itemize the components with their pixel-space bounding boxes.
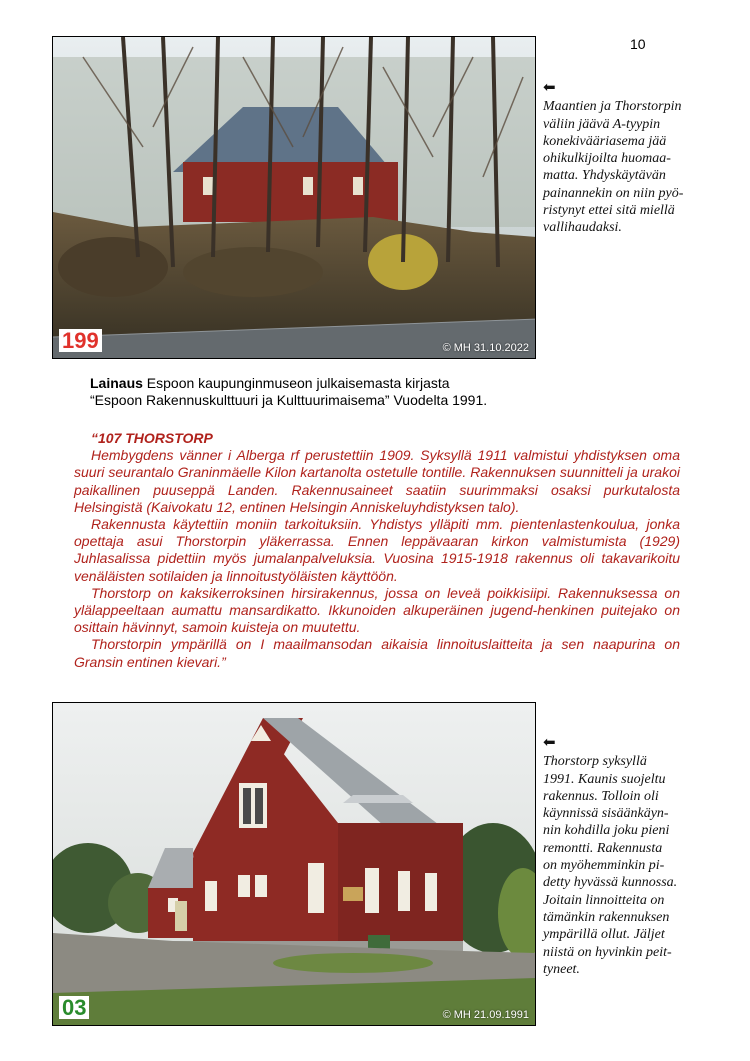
citation-line-2: “Espoon Rakennuskulttuuri ja Kulttuurimaisema” Vuodelta 1991.	[90, 392, 488, 408]
citation-source: Espoon kaupunginmuseon julkaisemasta kirjasta	[142, 375, 450, 391]
caption-line: Maantien ja Thorstorpin	[543, 99, 682, 115]
caption-line: tämänkin rakennuksen	[543, 909, 670, 925]
quote-paragraph: Rakennusta käytettiin moniin tarkoituksiin. Yhdistys ylläpiti mm. pientenlastenkoulua, jonka opettaja asui Thorstorpin yläkerrassa. Ennen leppävaaran kirkon valmistumista (1929) Juhlasalissa pidettiin myös jumalanpalveluksia. Vuosina 1915-1918 rakennus oli takavarikoitu venäläisten sotilaiden ja linnoitustyöläisten käyttöön.	[74, 516, 680, 584]
photo-copyright: © MH 31.10.2022	[442, 342, 529, 354]
photo-hillside	[52, 36, 536, 359]
caption-line: käynnissä sisäänkäyn-	[543, 806, 669, 822]
quoted-text	[74, 430, 680, 671]
caption-line: remontti. Rakennusta	[543, 840, 663, 856]
caption-line: matta. Yhdyskäytävän	[543, 168, 666, 184]
photo-number-03: 03	[59, 996, 89, 1019]
citation	[90, 375, 650, 409]
photo-caption-2	[543, 735, 703, 978]
thorstorp-image	[53, 703, 536, 1026]
page-number: 10	[630, 36, 646, 52]
caption-line: nin kohdilla joku pieni	[543, 823, 670, 839]
caption-line: detty hyvässä kunnossa.	[543, 875, 678, 891]
caption-line: painannekin on niin pyö-	[543, 185, 684, 201]
quote-paragraph: Thorstorpin ympärillä on I maailmansodan aikaisia linnoituslaitteita ja sen naapurina on Gransin entinen kievari.”	[74, 636, 680, 670]
arrow-left-icon: ⬅	[543, 735, 556, 751]
photo-thorstorp	[52, 702, 536, 1026]
photo-copyright: © MH 21.09.1991	[442, 1009, 529, 1021]
caption-line: Thorstorp syksyllä	[543, 754, 647, 770]
caption-line: konekivääriasema jää	[543, 133, 667, 149]
quote-title: “107 THORSTORP	[91, 430, 213, 446]
quote-paragraph: Thorstorp on kaksikerroksinen hirsirakennus, jossa on leveä poikkisiipi. Rakennuksessa on ylälappeeltaan aumattu mansardikatto. Ikkunoiden alkuperäinen jugend-henkinen puitejako on osittain hävinnyt, samoin kuisteja on muutettu.	[74, 584, 680, 636]
caption-line: niistä on hyvinkin peit-	[543, 944, 672, 960]
citation-label: Lainaus	[90, 375, 143, 391]
citation-line-1	[90, 375, 650, 392]
caption-line: ristynyt ettei sitä miellä	[543, 203, 675, 219]
caption-line: tyneet.	[543, 961, 580, 977]
quote-paragraph: Hembygdens vänner i Alberga rf perustettiin 1909. Syksyllä 1911 valmistui yhdistyksen oma suuri seurantalo Graninmäelle Kilon kartanolta ostetulle tontille. Rakennuksen suunnitteli ja urakoi paikallinen puuseppä Landen. Rakennusaineet saatiin suurimmaksi osaksi purkutalosta Helsingistä (Kaivokatu 12, entinen Helsingin Anniskeluyhdistyksen talo).	[74, 447, 680, 515]
arrow-left-icon: ⬅	[543, 80, 556, 96]
photo-number-199: 199	[59, 329, 102, 352]
caption-line: vallihaudaksi.	[543, 220, 622, 236]
hillside-image	[53, 37, 536, 359]
caption-line: ympärillä ollut. Jäljet	[543, 927, 665, 943]
caption-line: on myöhemminkin pi-	[543, 858, 665, 874]
caption-line: ohikulkijoilta huomaa-	[543, 151, 671, 167]
caption-line: 1991. Kaunis suojeltu	[543, 771, 666, 787]
caption-line: rakennus. Tolloin oli	[543, 788, 659, 804]
caption-line: Joitain linnoitteita on	[543, 892, 665, 908]
caption-line: väliin jäävä A-tyypin	[543, 116, 661, 132]
photo-caption-1	[543, 80, 703, 237]
